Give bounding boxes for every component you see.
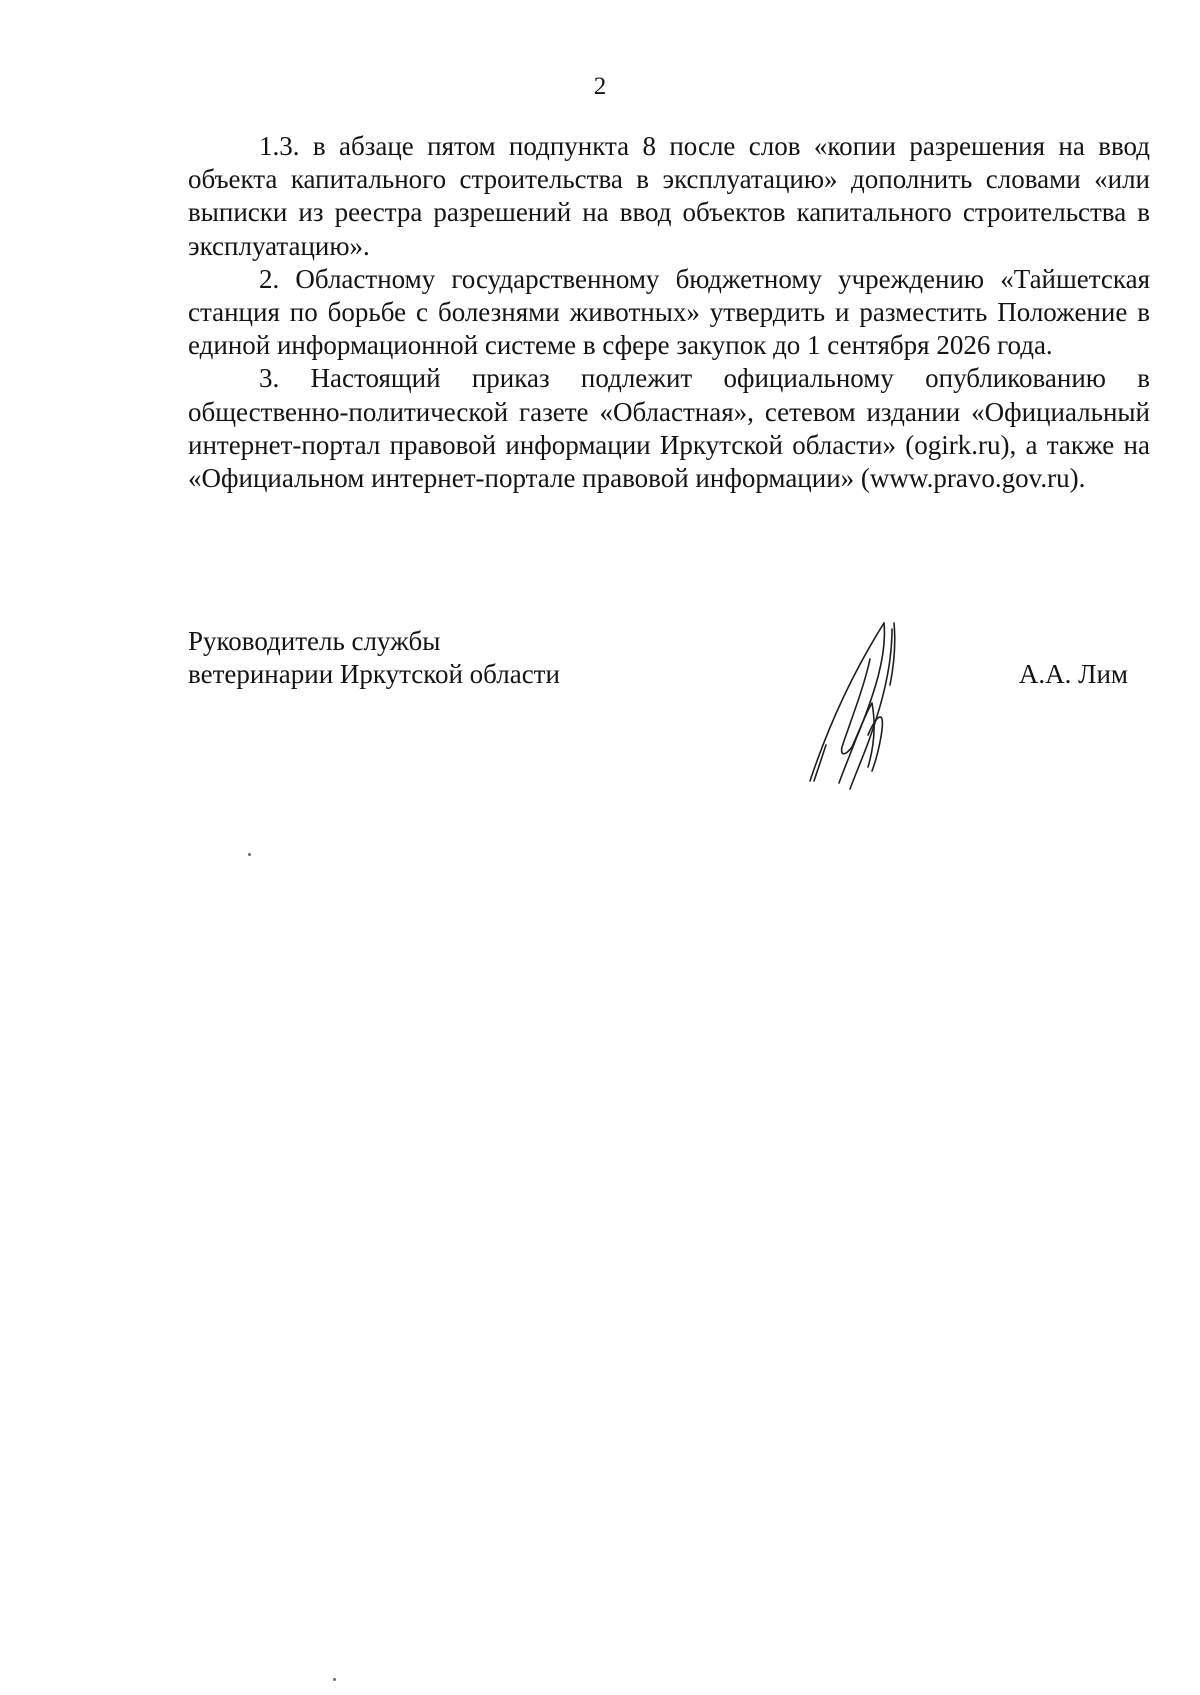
scan-speck bbox=[248, 853, 251, 856]
signer-position-line-1: Руководитель службы bbox=[188, 626, 441, 656]
paragraph-3: 3. Настоящий приказ подлежит официальному опубликованию в общественно-политической газете «Областная», сетевом издании «Официальный интернет-портал правовой информации Иркутской области» (ogirk.ru), а также на «Официальном интернет-портале правовой информации» (www.pravo.gov.ru). bbox=[188, 363, 1150, 494]
paragraph-2: 2. Областному государственному бюджетному учреждению «Тайшетская станция по борьбе с болезнями животных» утвердить и разместить Положение в единой информационной системе в сфере закупок до 1 сентября 2026 года. bbox=[188, 263, 1150, 361]
signer-position bbox=[188, 625, 560, 691]
paragraph-1-3: 1.3. в абзаце пятом подпункта 8 после слов «копии разрешения на ввод объекта капитального строительства в эксплуатацию» дополнить словами «или выписки из реестра разрешений на ввод объектов капитального строительства в эксплуатацию». bbox=[188, 131, 1150, 261]
scan-speck bbox=[333, 1678, 336, 1681]
document-body bbox=[188, 130, 1150, 495]
page-number: 2 bbox=[593, 73, 607, 100]
handwritten-signature bbox=[808, 615, 928, 795]
signer-name: А.А. Лим bbox=[1018, 659, 1128, 689]
signature-block bbox=[188, 625, 1150, 745]
signer-position-line-2: ветеринарии Иркутской области bbox=[188, 659, 560, 689]
